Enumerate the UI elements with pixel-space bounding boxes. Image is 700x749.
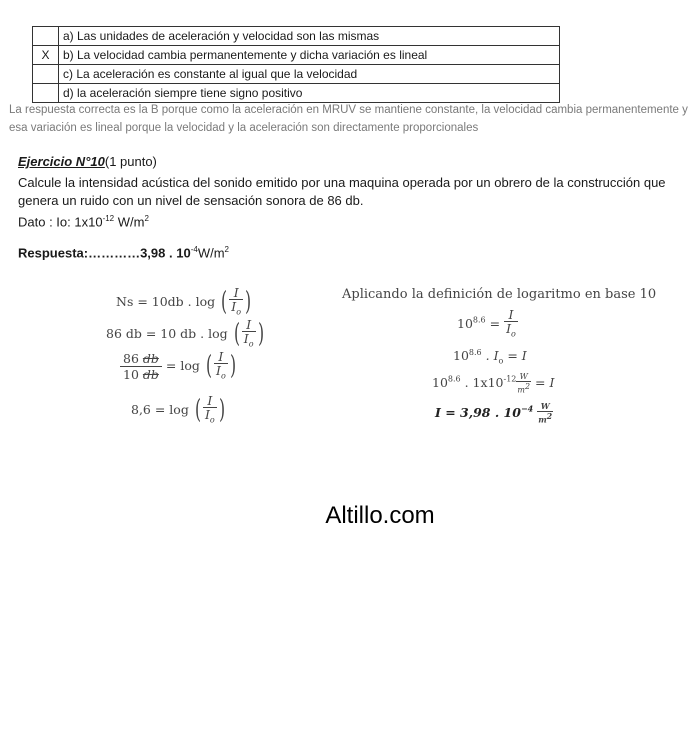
math-text: Ns = 10db . log [116, 293, 216, 309]
exercise-number: Ejercicio N°10 [18, 154, 105, 169]
result-lhs: I [435, 404, 441, 420]
math-text: = I [535, 374, 555, 390]
site-watermark: Altillo.com [325, 502, 435, 529]
exercise-title [18, 154, 157, 169]
options-table [32, 26, 560, 103]
exercise-points: (1 punto) [104, 154, 157, 169]
math-exponent: 8.6 [468, 348, 482, 357]
cancelled-unit: db [142, 366, 159, 382]
frac-den: I [204, 407, 210, 422]
math-exponent: 8.6 [447, 374, 461, 384]
unit-num: W [537, 402, 553, 412]
frac-num: I [504, 308, 518, 322]
frac-den-sub: o [511, 329, 516, 339]
option-row [33, 27, 560, 46]
math-right-line-2 [453, 348, 527, 366]
frac-den: I [243, 331, 249, 346]
math-text: 8,6 = log [131, 401, 189, 417]
frac-num: 86 [123, 350, 139, 366]
exercise-data [18, 210, 694, 231]
frac-den: 10 [123, 366, 139, 382]
math-subscript: o [498, 356, 504, 366]
cancelled-unit: db [142, 350, 159, 366]
math-right-line-3 [432, 372, 554, 395]
option-mark [33, 84, 59, 103]
math-exponent: -12 [503, 374, 517, 384]
data-unit-exponent: 2 [144, 214, 149, 223]
exercise-body [18, 174, 694, 231]
exercise-answer [18, 245, 229, 260]
unit-den-exponent: 2 [546, 411, 553, 421]
math-text: 10 [432, 374, 448, 390]
frac-num: I [203, 394, 217, 408]
option-mark [33, 27, 59, 46]
math-text: 86 db = 10 db . log [106, 325, 228, 341]
answer-label: Respuesta:………… [18, 245, 141, 261]
math-text: = I [503, 348, 527, 364]
exercise-statement: Calcule la intensidad acústica del sonido emitido por una maquina operada por un obrero de la construcción que genera un ruido con un nivel de sensación sonora de 86 db. [18, 175, 666, 208]
math-left-line-2: 86 db = 10 db . log ( $\frac{I}{I_o}$ ) [106, 317, 264, 350]
math-text: = [489, 315, 501, 331]
option-row [33, 46, 560, 65]
math-right-line-1 [457, 308, 518, 341]
frac-den: I [506, 321, 512, 336]
option-row [33, 84, 560, 103]
frac-den-sub: o [220, 371, 226, 381]
option-mark [33, 65, 59, 84]
frac-num: I [242, 318, 256, 332]
math-left-line-1: Ns = 10db . log ( $\frac{I}{I_o}$ ) [116, 285, 252, 318]
frac-num: I [214, 350, 228, 364]
frac-den: I [231, 299, 237, 314]
result-value: = 3,98 . 10 [440, 404, 521, 420]
math-left-line-4: 8,6 = log ( $\frac{I}{I_o}$ ) [131, 393, 225, 426]
unit-den: m [538, 414, 547, 425]
unit-num: W [516, 372, 531, 382]
option-text: a) Las unidades de aceleración y velocidad son las mismas [59, 27, 560, 46]
data-prefix: Dato : Io: 1x10 [18, 214, 103, 230]
option-text: d) la aceleración siempre tiene signo positivo [59, 84, 560, 103]
answer-explanation: La respuesta correcta es la B porque como la aceleración en MRUV se mantiene constante, la velocidad cambia permanentemente y esa variación es lineal porque la velocidad y la aceleración son directamente proporcionales [9, 104, 688, 134]
math-right-line-4 [435, 402, 553, 425]
option-row [33, 65, 560, 84]
frac-num: I [229, 286, 243, 300]
frac-den-sub: o [209, 415, 215, 425]
math-text: . 1x10 [460, 374, 504, 390]
answer-unit-exponent: 2 [224, 245, 229, 254]
math-heading: Aplicando la definición de logaritmo en base 10 [342, 287, 657, 302]
option-text: b) La velocidad cambia permanentemente y dicha variación es lineal [59, 46, 560, 65]
result-exponent: −4 [520, 403, 534, 414]
frac-den: I [216, 363, 221, 378]
math-text: = log [165, 357, 200, 373]
math-left-line-3: $\frac{86 db}{10 db}$ = log ( $\frac{I}{I_o}$ ) [120, 350, 238, 383]
frac-den-sub: o [236, 307, 242, 317]
data-unit: W/m [114, 214, 145, 230]
answer-value: 3,98 . 10 [140, 245, 191, 261]
data-exponent: -12 [102, 214, 115, 223]
math-exponent: 8.6 [472, 315, 486, 325]
frac-den-sub: o [248, 339, 254, 349]
math-text: . I [485, 348, 499, 364]
math-text: 10 [457, 315, 473, 331]
math-text: 10 [453, 348, 469, 364]
unit-den-exponent: 2 [524, 382, 531, 391]
answer-unit: W/m [197, 245, 225, 261]
option-mark: X [33, 46, 59, 65]
unit-den: m [517, 385, 525, 395]
answer-exponent: -4 [190, 245, 198, 254]
option-text: c) La aceleración es constante al igual que la velocidad [59, 65, 560, 84]
